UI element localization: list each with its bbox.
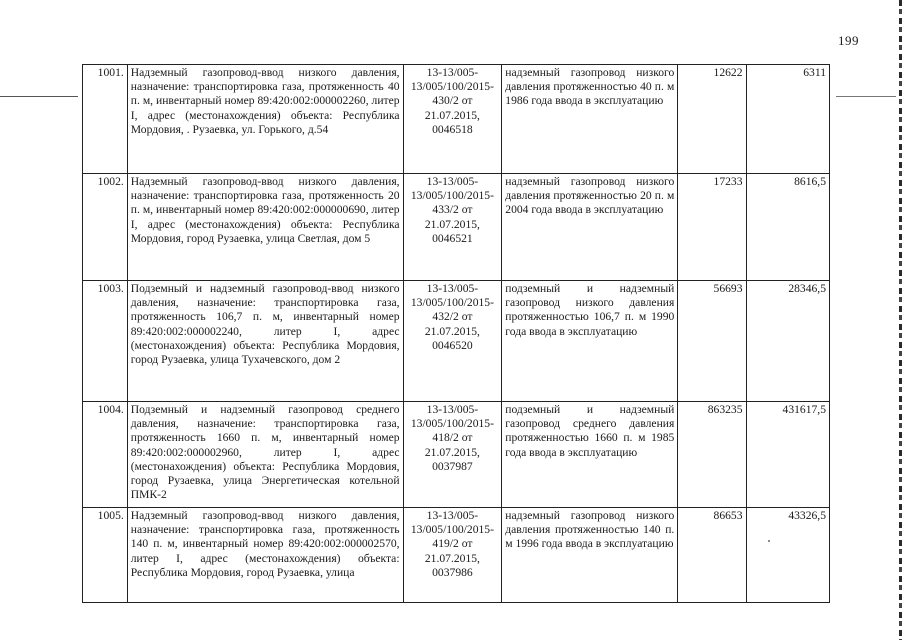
object-characteristics: надземный газопровод низкого давления протяженностью 40 п. м 1986 года ввода в эксплуатацию <box>502 65 678 174</box>
value-cell-1: 86653 <box>678 508 746 603</box>
object-description: Подземный и надземный газопровод среднего давления, назначение: транспортировка газа, протяженность 1660 п. м, инвентарный номер 89:420:002:000002960, литер I, адрес (местонахождения) объекта: Республика Мордовия, город Рузаевка, улица Энергетическая котельной ПМК-2 <box>127 402 403 508</box>
registration-record: 13-13/005-13/005/100/2015-418/2 от 21.07.2015, 0037987 <box>403 402 502 508</box>
table-row <box>83 65 830 174</box>
value-cell-2: 8616,5 <box>746 174 830 281</box>
row-number: 1001. <box>83 65 128 174</box>
value-cell-2: 431617,5 <box>746 402 830 508</box>
registration-record: 13-13/005-13/005/100/2015-433/2 от 21.07.2015, 0046521 <box>403 174 502 281</box>
object-description: Подземный и надземный газопровод-ввод низкого давления, назначение: транспортировка газа, протяженность 106,7 п. м, инвентарный номер 89:420:002:000002240, литер I, адрес (местонахождения) объекта: Республика Мордовия, город Рузаевка, улица Тухачевского, дом 2 <box>127 281 403 402</box>
table-row <box>83 508 830 603</box>
registration-record: 13-13/005-13/005/100/2015-432/2 от 21.07.2015, 0046520 <box>403 281 502 402</box>
object-description: Надземный газопровод-ввод низкого давления, назначение: транспортировка газа, протяженность 20 п. м, инвентарный номер 89:420:002:000000690, литер I, адрес (местонахождения) объекта: Республика Мордовия, город Рузаевка, улица Светлая, дом 5 <box>127 174 403 281</box>
table-row <box>83 174 830 281</box>
object-characteristics: подземный и надземный газопровод низкого давления протяженностью 106,7 п. м 1990 года ввода в эксплуатацию <box>502 281 678 402</box>
value-cell-2: 6311 <box>746 65 830 174</box>
registration-record: 13-13/005-13/005/100/2015-419/2 от 21.07.2015, 0037986 <box>403 508 502 603</box>
object-description: Надземный газопровод-ввод низкого давления, назначение: транспортировка газа, протяженность 140 п. м, инвентарный номер 89:420:002:000002570, литер I, адрес (местонахождения) объекта: Республика Мордовия, город Рузаевка, улица <box>127 508 403 603</box>
value-cell-1: 12622 <box>678 65 746 174</box>
value-cell-2: 28346,5 <box>746 281 830 402</box>
scan-mark-left <box>0 96 78 97</box>
table-row <box>83 402 830 508</box>
registration-record: 13-13/005-13/005/100/2015-430/2 от 21.07.2015, 0046518 <box>403 65 502 174</box>
object-characteristics: подземный и надземный газопровод среднего давления протяженностью 1660 п. м 1985 года ввода в эксплуатацию <box>502 402 678 508</box>
table-row <box>83 281 830 402</box>
value-cell-1: 863235 <box>678 402 746 508</box>
page-number: 199 <box>838 33 859 48</box>
object-characteristics: надземный газопровод низкого давления протяженностью 20 п. м 2004 года ввода в эксплуатацию <box>502 174 678 281</box>
value-cell-2: 43326,5 <box>746 508 830 603</box>
property-registry-table <box>82 64 830 603</box>
row-number: 1002. <box>83 174 128 281</box>
scan-mark-right <box>836 96 896 97</box>
object-description: Надземный газопровод-ввод низкого давления, назначение: транспортировка газа, протяженность 40 п. м, инвентарный номер 89:420:002:000002260, литер I, адрес (местонахождения) объекта: Республика Мордовия, . Рузаевка, ул. Горького, д.54 <box>127 65 403 174</box>
scan-edge-artifact <box>899 0 902 640</box>
object-characteristics: надземный газопровод низкого давления протяженностью 140 п. м 1996 года ввода в эксплуатацию <box>502 508 678 603</box>
row-number: 1005. <box>83 508 128 603</box>
value-cell-1: 56693 <box>678 281 746 402</box>
row-number: 1003. <box>83 281 128 402</box>
row-number: 1004. <box>83 402 128 508</box>
value-cell-1: 17233 <box>678 174 746 281</box>
